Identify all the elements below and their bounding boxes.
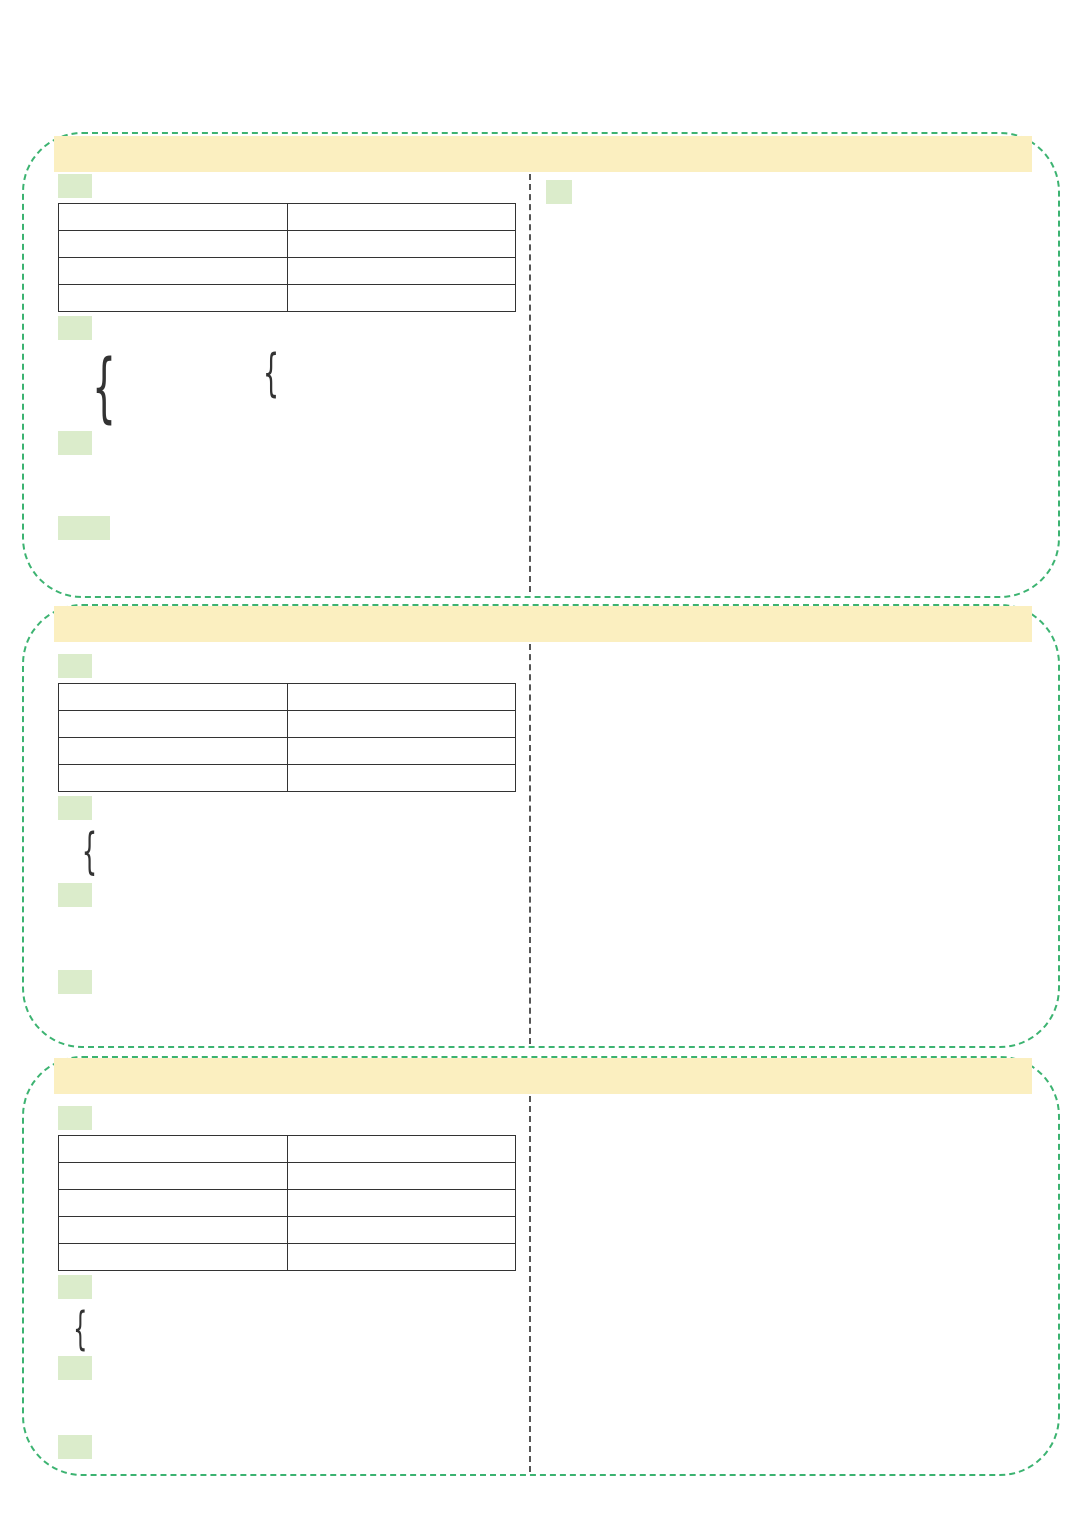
heading-antonyms [550, 1100, 1050, 1124]
table-row [59, 765, 516, 792]
polyphone-group [58, 345, 528, 431]
item-row [66, 1410, 528, 1435]
char-cell [287, 711, 516, 738]
synonyms [58, 545, 528, 601]
char-cell [287, 204, 516, 231]
brace-icon: { [92, 343, 117, 431]
word-collocation [542, 678, 1062, 734]
section-lesson-shizi4 [22, 604, 1060, 1048]
heading-central-idea [542, 758, 1062, 782]
polyphone-piao [78, 345, 128, 429]
char-cell [59, 738, 288, 765]
heading-polyphones [58, 316, 92, 340]
heading-write-chars [58, 174, 92, 198]
heading-antonyms [546, 180, 572, 204]
table-row [59, 1163, 516, 1190]
char-cell [287, 258, 516, 285]
heading-homophones [58, 970, 92, 994]
char-cell [59, 1190, 288, 1217]
char-cell [59, 711, 288, 738]
char-cell [59, 258, 288, 285]
heading-similar-chars [58, 1356, 92, 1380]
antonyms [546, 209, 1036, 265]
section-title [54, 606, 1032, 642]
heading-polyphones [58, 796, 92, 820]
char-cell [287, 285, 516, 312]
table-row [59, 258, 516, 285]
left-column [58, 654, 528, 999]
section-lesson-shizi3 [22, 132, 1060, 598]
char-cell [287, 1163, 516, 1190]
char-cell [59, 1136, 288, 1163]
heading-synonyms [58, 1435, 92, 1459]
heading-central-idea [550, 1172, 1050, 1196]
heading-key-sentence [550, 1148, 1050, 1172]
item-row [66, 1385, 528, 1410]
item-row [68, 545, 528, 573]
similar-chars [58, 912, 528, 970]
char-cell [59, 231, 288, 258]
table-row [59, 1217, 516, 1244]
write-chars-table [58, 203, 516, 312]
item-row [88, 488, 528, 516]
heading-similar-chars [58, 431, 92, 455]
char-cell [59, 285, 288, 312]
heading-write-chars [58, 1106, 92, 1130]
table-row [59, 204, 516, 231]
brace-icon: { [81, 824, 98, 880]
section-title [54, 136, 1032, 172]
char-cell [287, 1244, 516, 1271]
left-column [58, 174, 528, 601]
section-lesson-8 [22, 1056, 1060, 1476]
heading-word-accumulation [546, 265, 1036, 289]
item-row [542, 678, 1062, 706]
brace-icon: { [263, 343, 280, 402]
heading-similar-chars [58, 883, 92, 907]
table-row [59, 1136, 516, 1163]
section-title [54, 1058, 1032, 1094]
heading-write-chars [58, 654, 92, 678]
polyphone-jue [253, 345, 287, 401]
table-row [59, 711, 516, 738]
table-row [59, 231, 516, 258]
heading-word-explanation [546, 345, 1036, 369]
item-row [542, 706, 1062, 734]
char-cell [287, 684, 516, 711]
left-column [58, 1106, 528, 1464]
heading-word-collocation [550, 1124, 1050, 1148]
item-row [68, 573, 528, 601]
column-divider [529, 644, 531, 1044]
table-row [59, 1190, 516, 1217]
polyphone-zha [58, 825, 528, 883]
similar-chars [58, 460, 528, 516]
write-chars-table [58, 1135, 516, 1271]
char-cell [59, 765, 288, 792]
item-row [88, 460, 528, 488]
right-column [542, 654, 1062, 810]
table-row [59, 285, 516, 312]
char-cell [59, 1244, 288, 1271]
heading-polyphones [58, 1275, 92, 1299]
char-cell [287, 738, 516, 765]
column-divider [529, 1096, 531, 1472]
item-row [546, 237, 1036, 265]
char-cell [287, 765, 516, 792]
char-cell [287, 231, 516, 258]
brace-icon: { [73, 1302, 88, 1355]
item-row [546, 317, 1036, 345]
char-cell [59, 204, 288, 231]
heading-word-collocation [542, 654, 1062, 678]
table-row [59, 684, 516, 711]
table-row [59, 1244, 516, 1271]
word-accumulation [546, 289, 1036, 345]
heading-imitate-sentences [542, 734, 1062, 758]
heading-synonyms [58, 516, 110, 540]
char-cell [287, 1136, 516, 1163]
char-cell [287, 1217, 516, 1244]
similar-chars [58, 1385, 528, 1435]
polyphone-jie [58, 1304, 528, 1356]
right-column [550, 1100, 1050, 1196]
right-column [546, 180, 1036, 393]
central-idea-text [542, 782, 1062, 810]
table-row [59, 738, 516, 765]
item-row [546, 289, 1036, 317]
column-divider [529, 174, 531, 592]
char-cell [59, 684, 288, 711]
write-chars-table [58, 683, 516, 792]
char-cell [287, 1190, 516, 1217]
heading-central-idea [546, 369, 1036, 393]
item-row [546, 209, 1036, 237]
char-cell [59, 1217, 288, 1244]
char-cell [59, 1163, 288, 1190]
